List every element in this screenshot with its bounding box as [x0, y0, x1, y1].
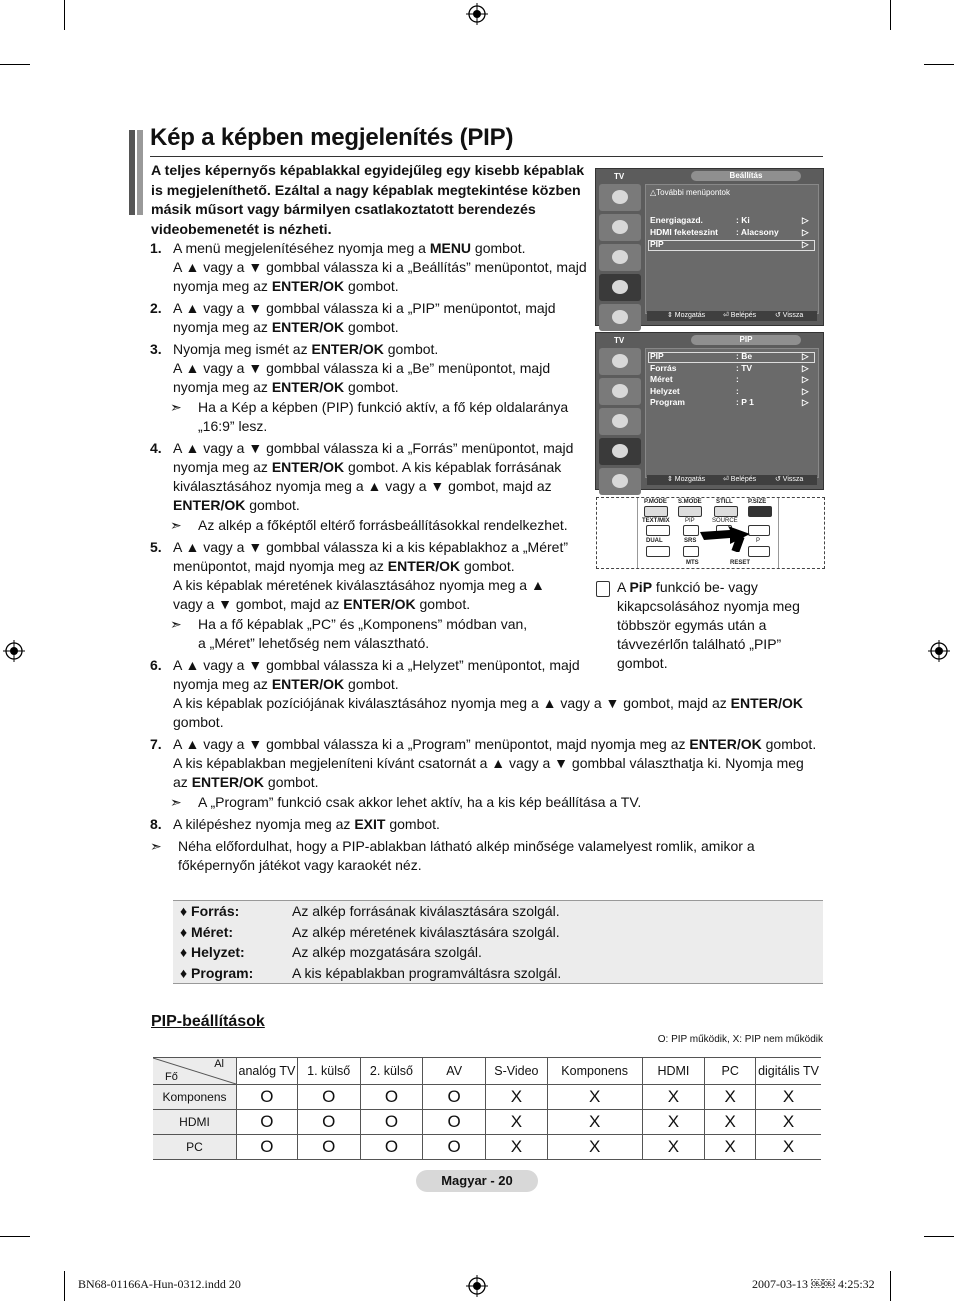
pointer-arrow-icon: [700, 526, 750, 552]
table-cell: O: [297, 1135, 360, 1160]
bold-keyword: ENTER/OK: [730, 695, 803, 711]
table-cell: X: [642, 1135, 705, 1160]
table-cell: X: [547, 1110, 642, 1135]
table-cell: X: [642, 1085, 705, 1110]
glossary-definition: Az alkép méretének kiválasztására szolgál.: [292, 923, 560, 940]
glossary-definition: Az alkép mozgatására szolgál.: [292, 944, 482, 960]
step-number: 8.: [150, 816, 162, 832]
step-line: A ▲ vagy a ▼ gombbal válassza ki a „Be” menüpontot, majd nyomja meg az ENTER/OK gombot.: [173, 360, 551, 395]
glossary-row: [180, 964, 562, 981]
channel-icon: [599, 244, 641, 271]
osd-row-label: Méret: [650, 374, 673, 384]
input-icon: [599, 468, 641, 495]
table-cell: O: [297, 1085, 360, 1110]
page-title: Kép a képben megjelenítés (PIP): [150, 124, 514, 151]
osd-back-hint: ↺ Vissza: [775, 312, 804, 319]
table-row-header: HDMI: [153, 1110, 237, 1135]
bold-keyword: ENTER/OK: [387, 558, 461, 574]
title-accent-bar: [137, 130, 143, 215]
step-number: 1.: [150, 240, 162, 256]
osd-bottom-bar: [647, 311, 817, 321]
table-column-header: S-Video: [485, 1058, 547, 1085]
osd-row-value: :: [736, 385, 739, 396]
step-line: A kis képablakban megjeleníteni kívánt csatornát a ▲ vagy a ▼ gombbal választhatja ki. Nyomja meg az ENTER/OK gombot.: [173, 755, 804, 790]
table-cell: O: [360, 1135, 423, 1160]
osd-tab-title: PIP: [691, 335, 801, 345]
step-number: 4.: [150, 440, 162, 456]
remote-control-illustration: [596, 497, 825, 569]
step-item: [150, 815, 822, 834]
osd-menu-row[interactable]: [650, 239, 809, 249]
osd-settings-menu: [595, 168, 824, 326]
table-column-header: HDMI: [642, 1058, 705, 1085]
p-size-button[interactable]: [748, 506, 772, 517]
osd-menu-row[interactable]: [650, 351, 809, 361]
table-cell: O: [360, 1110, 423, 1135]
glossary-term: ♦ Forrás:: [180, 903, 240, 919]
osd-bottom-bar: [647, 475, 817, 485]
bold-keyword: PiP: [629, 579, 653, 595]
step-line: Nyomja meg ismét az ENTER/OK gombot.: [173, 341, 439, 357]
step-line: A menü megjelenítéséhez nyomja meg a MENU gombot.: [173, 240, 526, 256]
step-number: 7.: [150, 736, 162, 752]
table-row-header: PC: [153, 1135, 237, 1160]
osd-menu-row[interactable]: [650, 385, 809, 396]
footer-file-name: BN68-01166A-Hun-0312.indd 20: [78, 1277, 241, 1291]
osd-row-label: HDMI feketeszint: [650, 227, 719, 237]
osd-menu-row[interactable]: [650, 362, 809, 373]
glossary-term: ♦ Helyzet:: [180, 944, 245, 960]
page-number-badge: Magyar - 20: [416, 1170, 538, 1192]
osd-move-hint: ⇕ Mozgatás: [667, 312, 706, 319]
osd-enter-hint: ⏎ Belépés: [723, 312, 757, 319]
osd-icon-column: [599, 348, 645, 498]
remote-label: SRS: [684, 538, 697, 544]
pip-button[interactable]: [683, 525, 699, 536]
table-cell: X: [756, 1135, 821, 1160]
p-mode-button[interactable]: [644, 506, 668, 517]
remote-label: SOURCE: [712, 518, 738, 524]
title-accent-bar: [129, 130, 135, 215]
osd-row-label: PIP: [650, 239, 664, 249]
osd-selection-box: [648, 352, 815, 363]
table-cell: X: [705, 1085, 756, 1110]
note-arrow-icon: ➣: [170, 517, 182, 533]
pip-settings-table: [153, 1057, 821, 1160]
remote-label: P.SIZE: [748, 499, 767, 505]
triangle-right-icon: ▷: [802, 362, 809, 373]
table-column-header: 1. külső: [297, 1058, 360, 1085]
corner-main-label: Fő: [165, 1071, 178, 1083]
triangle-right-icon: ▷: [802, 239, 809, 249]
triangle-right-icon: ▷: [802, 351, 809, 361]
table-cell: O: [423, 1135, 486, 1160]
title-divider: [150, 156, 823, 157]
table-cell: X: [485, 1110, 547, 1135]
step-number: 2.: [150, 300, 162, 316]
glossary-definition: A kis képablakban programváltásra szolgál.: [292, 964, 562, 981]
osd-menu-row[interactable]: [650, 227, 809, 237]
table-cell: O: [297, 1110, 360, 1135]
step-note: ➣ Ha a fő képablak „PC” és „Komponens” módban van, a „Méret” lehetőség nem választható.: [170, 616, 528, 651]
table-column-header: 2. külső: [360, 1058, 423, 1085]
glossary-row: [180, 903, 560, 919]
step-line: A ▲ vagy a ▼ gombbal válassza ki a „Program” menüpontot, majd nyomja meg az ENTER/OK gombot.: [173, 736, 817, 752]
triangle-right-icon: ▷: [802, 227, 809, 237]
registration-mark-icon: [466, 3, 488, 25]
osd-row-label: Energiagazd.: [650, 215, 703, 225]
sound-icon: [599, 214, 641, 241]
table-row: [153, 1110, 821, 1135]
table-cell: O: [423, 1110, 486, 1135]
step-note: ➣ A „Program” funkció csak akkor lehet aktív, ha a kis kép beállítása a TV.: [170, 794, 642, 810]
side-note-text: A PiP funkció be- vagy kikapcsolásához nyomja meg többször egymás után a távvezérlőn található „PIP” gombot.: [617, 579, 800, 671]
osd-row-label: PIP: [650, 351, 664, 361]
table-cell: X: [485, 1085, 547, 1110]
step-item: [150, 735, 822, 812]
remote-label: TEXT/MIX: [642, 518, 670, 524]
triangle-right-icon: ▷: [802, 374, 809, 384]
remote-label: P: [756, 538, 761, 544]
intro-text: A teljes képernyős képablakkal egyidejűleg egy kisebb képablak is megjeleníthető. Ezáltal a nagy képablak megtekintése közben másik műsort vagy bármilyen csatlakoztatott berendezés videobemenetét is nézheti.: [151, 163, 585, 238]
table-cell: X: [756, 1085, 821, 1110]
step-line: A kilépéshez nyomja meg az EXIT gombot.: [173, 816, 440, 832]
footer-timestamp: 2007-03-13 ￼￼ 4:25:32: [752, 1277, 875, 1291]
setup-icon: [599, 274, 641, 301]
remote-label: PIP: [685, 518, 695, 524]
glossary-row: [180, 923, 560, 940]
step-number: 6.: [150, 657, 162, 673]
table-header-row: [153, 1058, 821, 1085]
registration-mark-icon: [466, 1275, 488, 1297]
picture-icon: [599, 348, 641, 375]
step-line: A kis képablak pozíciójának kiválasztásához nyomja meg a ▲ vagy a ▼ gombot, majd az ENTER/OK gombot.: [173, 695, 803, 730]
table-column-header: digitális TV: [756, 1058, 821, 1085]
text-mix-button[interactable]: [646, 525, 670, 536]
step-line: A ▲ vagy a ▼ gombbal válassza ki a „PIP” menüpontot, majd nyomja meg az ENTER/OK gombot.: [173, 300, 556, 335]
pip-side-note: [596, 578, 824, 673]
triangle-right-icon: ▷: [802, 215, 809, 225]
glossary-term: ♦ Méret:: [180, 923, 234, 940]
bold-keyword: MENU: [429, 240, 472, 256]
remote-label: STILL: [716, 499, 733, 505]
osd-icon-column: [599, 184, 645, 334]
triangle-right-icon: ▷: [802, 397, 809, 407]
pip-legend: O: PIP működik, X: PIP nem működik: [657, 1034, 823, 1045]
table-cell: X: [485, 1135, 547, 1160]
bold-keyword: ENTER/OK: [271, 459, 345, 475]
osd-row-label: Program: [650, 397, 685, 407]
table-row: [153, 1085, 821, 1110]
remote-label: S.MODE: [678, 499, 702, 505]
table-cell: X: [642, 1110, 705, 1135]
table-cell: O: [237, 1110, 298, 1135]
step-line: A ▲ vagy a ▼ gombbal válassza ki a „Beállítás” menüpontot, majd nyomja meg az ENTER/OK gombot.: [173, 259, 587, 294]
registration-mark-icon: [3, 640, 25, 662]
sound-icon: [599, 378, 641, 405]
pip-options-glossary: [173, 900, 823, 984]
osd-pip-menu: [595, 332, 824, 490]
osd-tv-label: TV: [614, 172, 625, 181]
bold-keyword: ENTER/OK: [271, 676, 345, 692]
table-column-header: AV: [423, 1058, 486, 1085]
table-row: [153, 1135, 821, 1160]
osd-row-label: Forrás: [650, 362, 677, 373]
note-arrow-icon: ➣: [170, 794, 182, 810]
step-note: ➣ Ha a Kép a képben (PIP) funkció aktív, a fő kép oldalaránya „16:9” lesz.: [170, 399, 569, 434]
table-column-header: analóg TV: [237, 1058, 298, 1085]
setup-icon: [599, 438, 641, 465]
table-cell: X: [705, 1135, 756, 1160]
pip-settings-heading: PIP-beállítások: [151, 1013, 265, 1030]
channel-up-button[interactable]: [748, 525, 770, 536]
glossary-definition: Az alkép forrásának kiválasztására szolgál.: [292, 903, 560, 919]
bold-keyword: ENTER/OK: [271, 379, 345, 395]
channel-icon: [599, 408, 641, 435]
remote-label: RESET: [730, 560, 751, 566]
s-mode-button[interactable]: [678, 506, 702, 517]
osd-enter-hint: ⏎ Belépés: [723, 476, 757, 483]
still-button[interactable]: [714, 506, 738, 517]
dual-button[interactable]: [646, 546, 670, 557]
table-column-header: Komponens: [547, 1058, 642, 1085]
osd-menu-row[interactable]: [650, 374, 809, 384]
table-cell: X: [705, 1110, 756, 1135]
step-line: A ▲ vagy a ▼ gombbal válassza ki a kis képablakhoz a „Méret” menüpontot, majd nyomja meg az ENTER/OK gombot.: [173, 539, 569, 574]
step-number: 5.: [150, 539, 162, 555]
osd-row-value: : Be: [736, 351, 753, 361]
glossary-row: [180, 944, 482, 960]
bold-keyword: ENTER/OK: [311, 341, 384, 357]
corner-sub-label: Al: [214, 1058, 224, 1070]
general-note: ➣ Néha előfordulhat, hogy a PIP-ablakban látható alkép minősége valamelyest romlik, amikor a főképernyőn játékot vagy karaokét néz.: [150, 838, 755, 873]
triangle-right-icon: ▷: [802, 385, 809, 396]
channel-down-button[interactable]: [748, 546, 770, 557]
table-corner-cell: [153, 1058, 237, 1085]
note-arrow-icon: ➣: [170, 399, 182, 415]
table-column-header: PC: [705, 1058, 756, 1085]
step-note: ➣ Az alkép a főképtől eltérő forrásbeállításokkal rendelkezhet.: [170, 517, 568, 533]
osd-row-value: : P 1: [736, 397, 754, 407]
osd-move-hint: ⇕ Mozgatás: [667, 476, 706, 483]
step-number: 3.: [150, 341, 162, 357]
osd-row-value: : Ki: [736, 215, 750, 225]
remote-label: DUAL: [646, 538, 663, 544]
bold-keyword: ENTER/OK: [271, 319, 345, 335]
table-cell: X: [756, 1110, 821, 1135]
osd-row-value: : TV: [736, 362, 753, 373]
table-cell: O: [423, 1085, 486, 1110]
glossary-term: ♦ Program:: [180, 964, 254, 981]
table-cell: O: [237, 1135, 298, 1160]
osd-row-value: :: [736, 374, 739, 384]
osd-menu-row[interactable]: [650, 397, 809, 407]
table-cell: X: [547, 1135, 642, 1160]
srs-button[interactable]: [683, 546, 699, 557]
osd-submenu-hint: △További menüpontok: [650, 188, 730, 197]
table-cell: X: [547, 1085, 642, 1110]
registration-mark-icon: [928, 640, 950, 662]
bold-keyword: ENTER/OK: [689, 736, 762, 752]
osd-selection-box: [648, 240, 815, 251]
osd-back-hint: ↺ Vissza: [775, 476, 804, 483]
osd-row-label: Helyzet: [650, 385, 680, 396]
bold-keyword: ENTER/OK: [271, 278, 345, 294]
table-row-header: Komponens: [153, 1085, 237, 1110]
picture-icon: [599, 184, 641, 211]
note-arrow-icon: ➣: [170, 616, 182, 632]
remote-label: P.MODE: [644, 499, 667, 505]
osd-tv-label: TV: [614, 336, 625, 345]
bold-keyword: ENTER/OK: [343, 596, 416, 612]
bold-keyword: ENTER/OK: [191, 774, 265, 790]
note-arrow-icon: ➣: [150, 838, 162, 854]
step-line: A ▲ vagy a ▼ gombbal válassza ki a „Forrás” menüpontot, majd nyomja meg az ENTER/OK gombot. A kis képablak forrásának kiválasztásához nyomja meg a ▲ vagy a ▼ gombot, majd az ENTER/OK gombot.: [173, 440, 574, 513]
remote-label: MTS: [686, 560, 699, 566]
table-cell: O: [237, 1085, 298, 1110]
osd-tab-title: Beállítás: [691, 171, 801, 181]
step-line: A kis képablak méretének kiválasztásához nyomja meg a ▲ vagy a ▼ gombot, majd az ENTER/OK gombot.: [173, 577, 545, 612]
bold-keyword: ENTER/OK: [173, 497, 246, 513]
bold-keyword: EXIT: [354, 816, 386, 832]
remote-body: [637, 498, 779, 568]
osd-row-value: : Alacsony: [736, 227, 779, 237]
note-icon: [596, 581, 610, 597]
osd-menu-row[interactable]: [650, 215, 809, 225]
input-icon: [599, 304, 641, 331]
step-line: A ▲ vagy a ▼ gombbal válassza ki a „Helyzet” menüpontot, majd nyomja meg az ENTER/OK gombot.: [173, 657, 580, 692]
table-cell: O: [360, 1085, 423, 1110]
